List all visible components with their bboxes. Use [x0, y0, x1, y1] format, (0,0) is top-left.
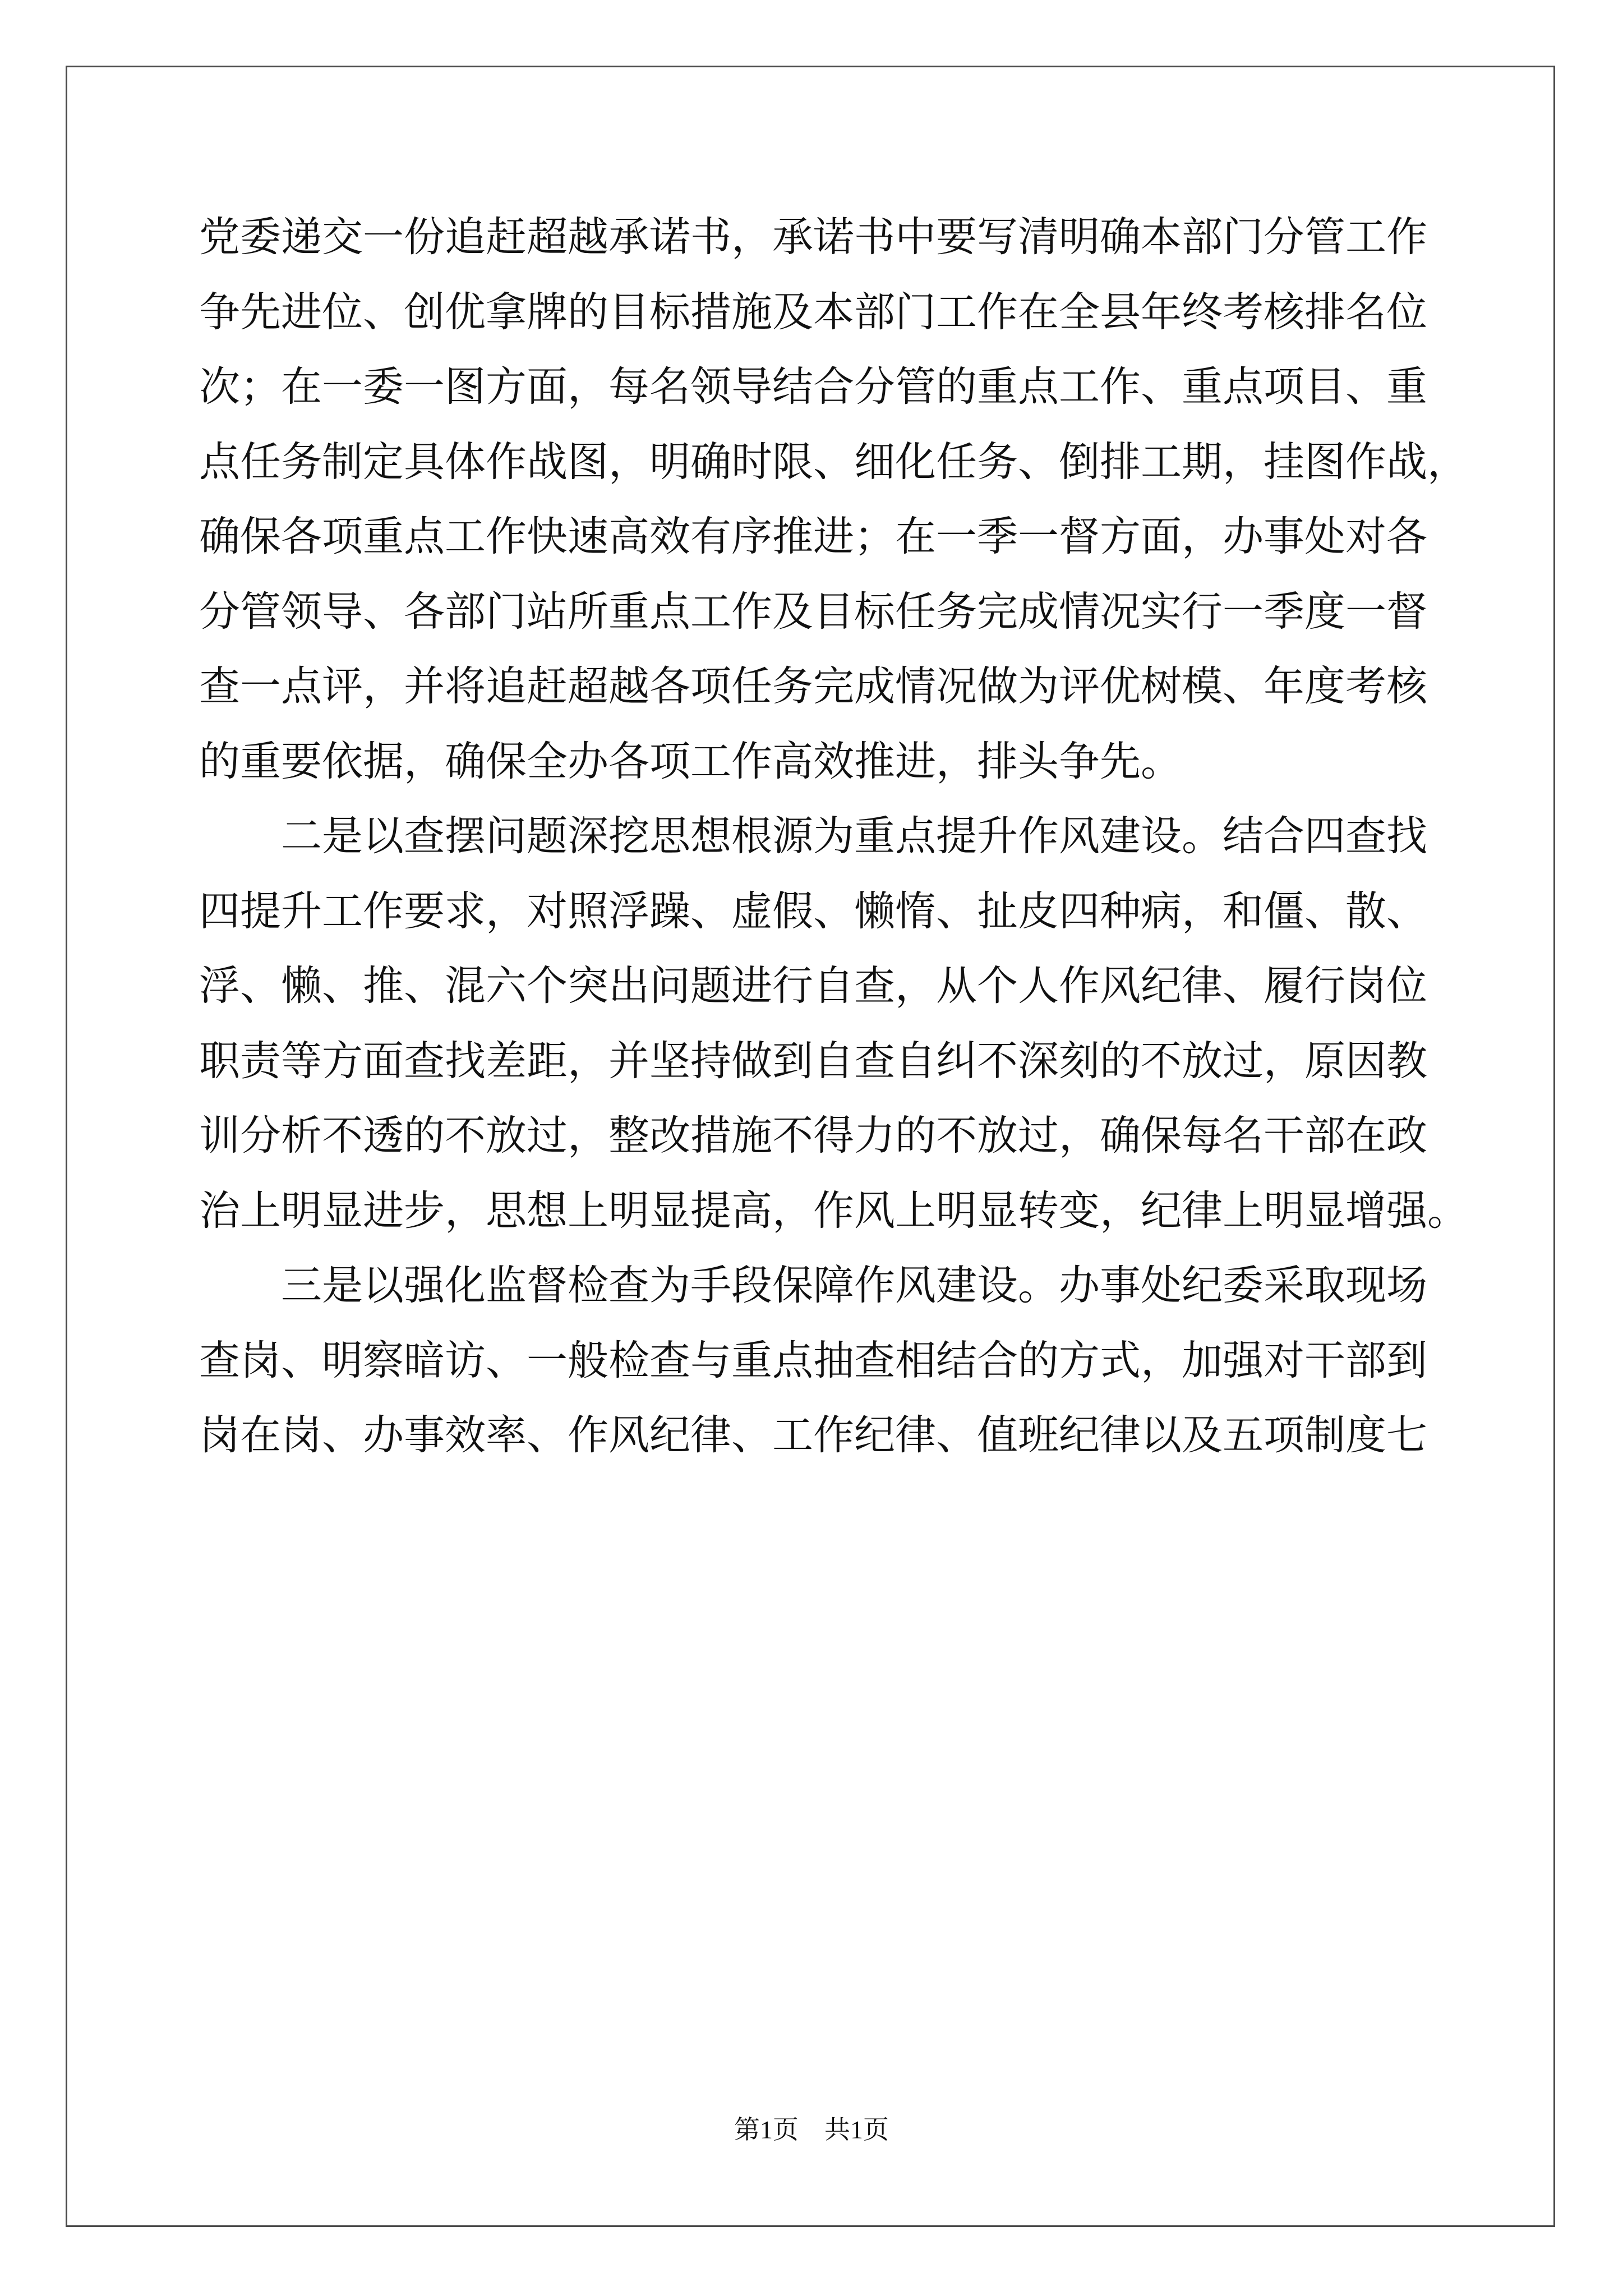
page-number-current: 第1页: [734, 2115, 799, 2144]
text-line: 职责等方面查找差距，并坚持做到自查自纠不深刻的不放过，原因教: [199, 1037, 1427, 1085]
text-line: 的重要依据，确保全办各项工作高效推进，排头争先。: [199, 737, 1182, 785]
paragraph-start-line: 二是以查摆问题深挖思想根源为重点提升作风建设。结合四查找: [281, 812, 1427, 860]
text-line: 查岗、明察暗访、一般检查与重点抽查相结合的方式，加强对干部到: [199, 1336, 1427, 1384]
paragraph-start-line: 三是以强化监督检查为手段保障作风建设。办事处纪委采取现场: [281, 1262, 1427, 1309]
text-line: 确保各项重点工作快速高效有序推进；在一季一督方面，办事处对各: [199, 513, 1427, 560]
text-line: 训分析不透的不放过，整改措施不得力的不放过，确保每名干部在政: [199, 1112, 1427, 1159]
text-line: 岗在岗、办事效率、作风纪律、工作纪律、值班纪律以及五项制度七: [199, 1411, 1427, 1459]
text-line: 争先进位、创优拿牌的目标措施及本部门工作在全县年终考核排名位: [199, 288, 1427, 336]
text-line: 分管领导、各部门站所重点工作及目标任务完成情况实行一季度一督: [199, 587, 1427, 636]
text-line: 次；在一委一图方面，每名领导结合分管的重点工作、重点项目、重: [199, 363, 1427, 411]
page-number-total: 共1页: [824, 2115, 889, 2144]
document-body: [199, 200, 1468, 1473]
text-line: 治上明显进步，思想上明显提高，作风上明显转变，纪律上明显增强。: [199, 1186, 1468, 1235]
text-line: 四提升工作要求，对照浮躁、虚假、懒惰、扯皮四种病，和僵、散、: [199, 887, 1427, 935]
text-line: 点任务制定具体作战图，明确时限、细化任务、倒排工期，挂图作战，: [199, 438, 1468, 486]
text-line: 浮、懒、推、混六个突出问题进行自查，从个人作风纪律、履行岗位: [199, 962, 1427, 1010]
text-line: 党委递交一份追赶超越承诺书，承诺书中要写清明确本部门分管工作: [199, 213, 1427, 261]
text-line: 查一点评，并将追赶超越各项任务完成情况做为评优树模、年度考核: [199, 662, 1427, 710]
page-footer: [0, 2109, 1623, 2146]
